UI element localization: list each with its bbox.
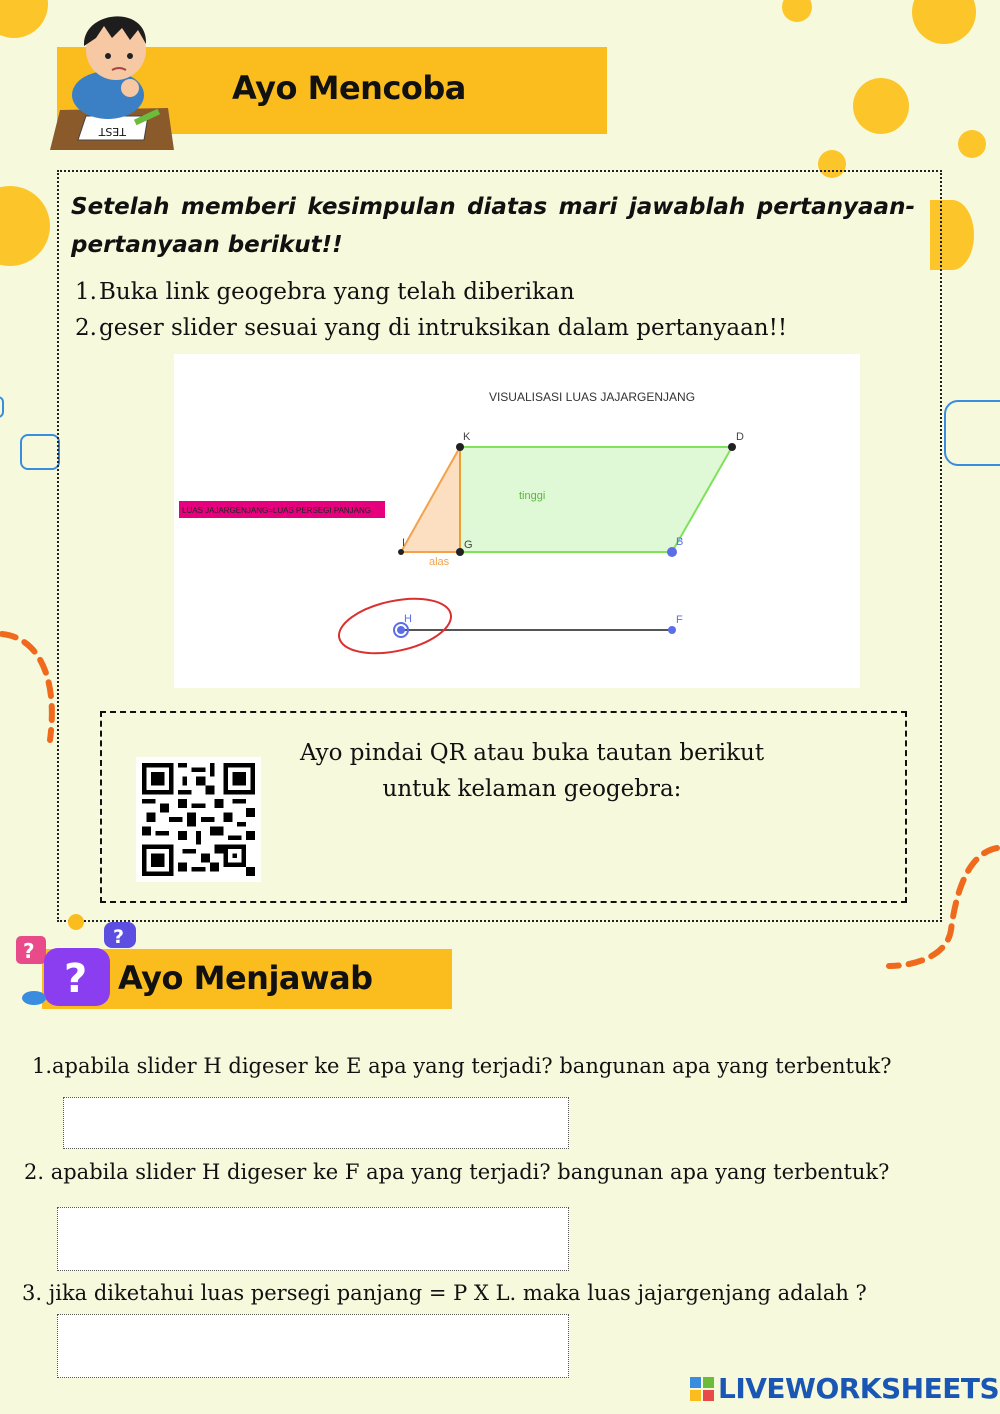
question-3: 3. jika diketahui luas persegi panjang = P X L. maka luas jajargenjang adalah ? <box>22 1281 867 1305</box>
base-label: alas <box>429 556 450 568</box>
step-text: geser slider sesuai yang di intruksikan dalam pertanyaan!! <box>99 315 788 341</box>
decor-dot <box>912 0 976 44</box>
section-title: Ayo Mencoba <box>232 69 466 107</box>
question-bubbles-icon <box>14 912 138 1012</box>
pink-label: LUAS JAJARGENJANG=LUAS PERSEGI PANJANG <box>182 506 372 515</box>
geogebra-figure <box>174 354 860 688</box>
decor-bracket <box>0 396 4 418</box>
liveworksheets-logo <box>690 1372 999 1405</box>
svg-text:?: ? <box>113 926 125 948</box>
qr-instructions <box>272 735 792 807</box>
point-k <box>456 443 464 451</box>
point-label: F <box>676 614 683 626</box>
intro-text: Setelah memberi kesimpulan diatas mari jawablah pertanyaan-pertanyaan berikut!! <box>71 194 915 258</box>
slider-handle-h[interactable] <box>397 626 405 634</box>
svg-text:?: ? <box>64 956 88 1002</box>
slider-end-f <box>668 626 676 634</box>
student-illustration <box>38 0 178 158</box>
step-number: 2. <box>75 315 97 341</box>
step-text: Buka link geogebra yang telah diberikan <box>99 279 575 305</box>
decor-bracket <box>944 400 1000 466</box>
rectangle-shape <box>460 447 732 552</box>
brand-name: LIVEWORKSHEETS <box>718 1372 1000 1405</box>
decor-dot <box>958 130 986 158</box>
decor-dot <box>0 186 50 266</box>
point-d <box>728 443 736 451</box>
qr-code-icon <box>142 763 255 876</box>
decor-bracket <box>20 434 60 470</box>
point-label: B <box>676 536 684 548</box>
question-2: 2. apabila slider H digeser ke F apa yang terjadi? bangunan apa yang terbentuk? <box>24 1160 890 1184</box>
answer-field-2[interactable] <box>57 1207 569 1271</box>
svg-text:?: ? <box>23 939 35 963</box>
qr-line2: untuk kelaman geogebra: <box>382 776 682 802</box>
decor-dot <box>853 78 909 134</box>
triangle-shape <box>401 447 460 552</box>
qr-box <box>100 711 907 903</box>
point-label: D <box>736 431 744 443</box>
steps-list <box>75 274 787 346</box>
list-item <box>75 274 787 310</box>
point-label: G <box>464 539 473 551</box>
list-item <box>75 310 787 346</box>
decor-dot <box>782 0 812 22</box>
answer-field-3[interactable] <box>57 1314 569 1378</box>
point-i <box>398 549 404 555</box>
point-b <box>667 547 677 557</box>
step-number: 1. <box>75 279 97 305</box>
svg-text:TEST: TEST <box>98 125 126 138</box>
qr-code[interactable] <box>136 757 261 882</box>
qr-line1: Ayo pindai QR atau buka tautan berikut <box>299 740 765 766</box>
point-label: I <box>402 537 406 549</box>
figure-title: VISUALISASI LUAS JAJARGENJANG <box>488 390 696 404</box>
liveworksheets-logo-icon <box>690 1377 714 1401</box>
question-1: 1.apabila slider H digeser ke E apa yang terjadi? bangunan apa yang terbentuk? <box>32 1054 892 1078</box>
answer-field-1[interactable] <box>63 1097 569 1149</box>
section-title: Ayo Menjawab <box>118 959 373 997</box>
point-label: K <box>463 431 471 443</box>
point-g <box>456 548 464 556</box>
inner-label: tinggi <box>519 490 546 502</box>
point-label: H <box>404 613 412 625</box>
figure-canvas <box>174 354 860 688</box>
